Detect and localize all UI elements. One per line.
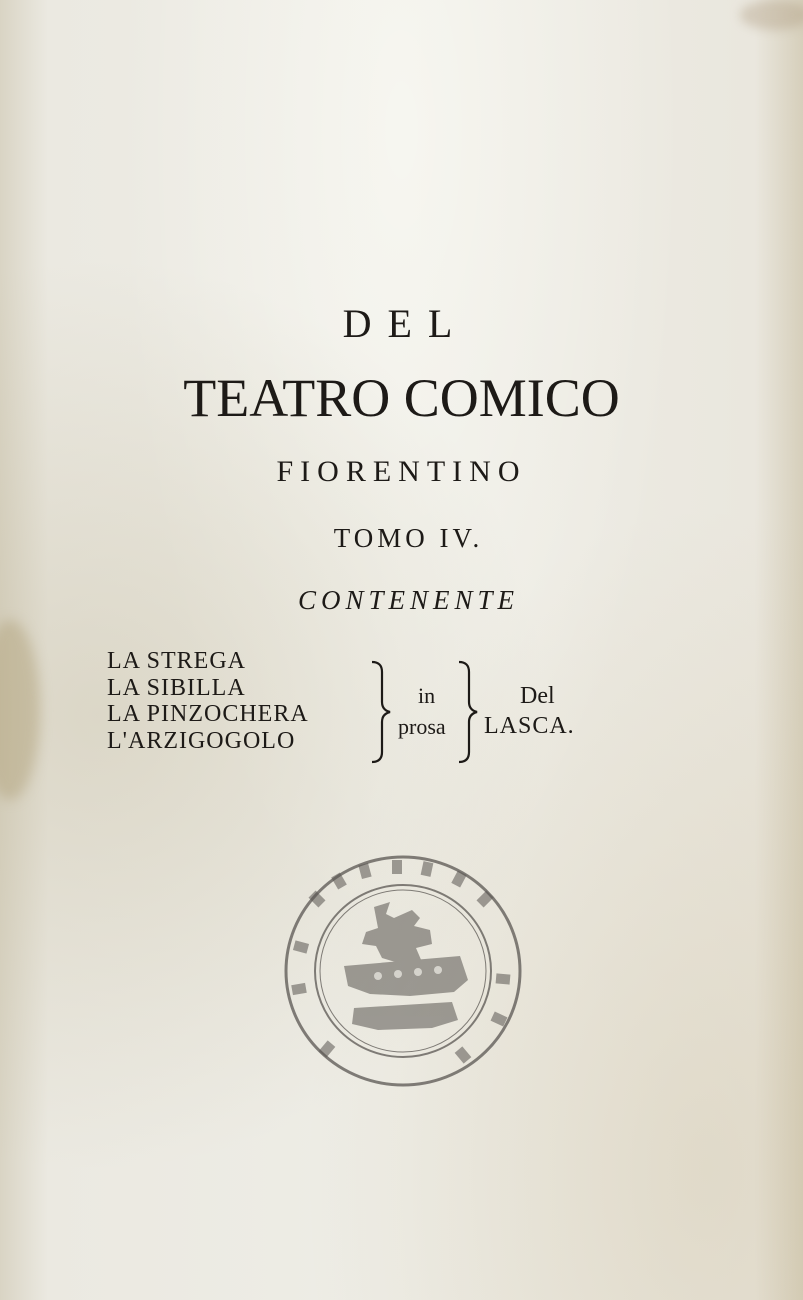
paper-stain bbox=[0, 620, 40, 800]
play-title: LA SIBILLA bbox=[107, 674, 246, 701]
right-brace-icon bbox=[455, 658, 481, 766]
form-in: in bbox=[418, 683, 436, 708]
title-line-fiorentino: FIORENTINO bbox=[276, 455, 527, 488]
author-del: Del bbox=[520, 683, 555, 709]
contents-label: CONTENENTE bbox=[297, 585, 520, 615]
volume-number: TOMO IV. bbox=[333, 523, 484, 553]
right-brace-icon bbox=[368, 658, 394, 766]
title-line-del: DEL bbox=[342, 301, 469, 346]
play-title: LA STREGA bbox=[107, 648, 247, 674]
plays-list bbox=[107, 648, 309, 754]
paper-stain bbox=[740, 0, 803, 30]
form-prosa: prosa bbox=[398, 714, 446, 739]
title-line-teatro-comico: TEATRO COMICO bbox=[183, 368, 620, 428]
library-stamp-icon bbox=[282, 852, 524, 1090]
play-title: L'ARZIGOGOLO bbox=[107, 727, 296, 754]
play-title: LA PINZOCHERA bbox=[107, 701, 309, 727]
author-lasca: LASCA. bbox=[484, 713, 575, 739]
